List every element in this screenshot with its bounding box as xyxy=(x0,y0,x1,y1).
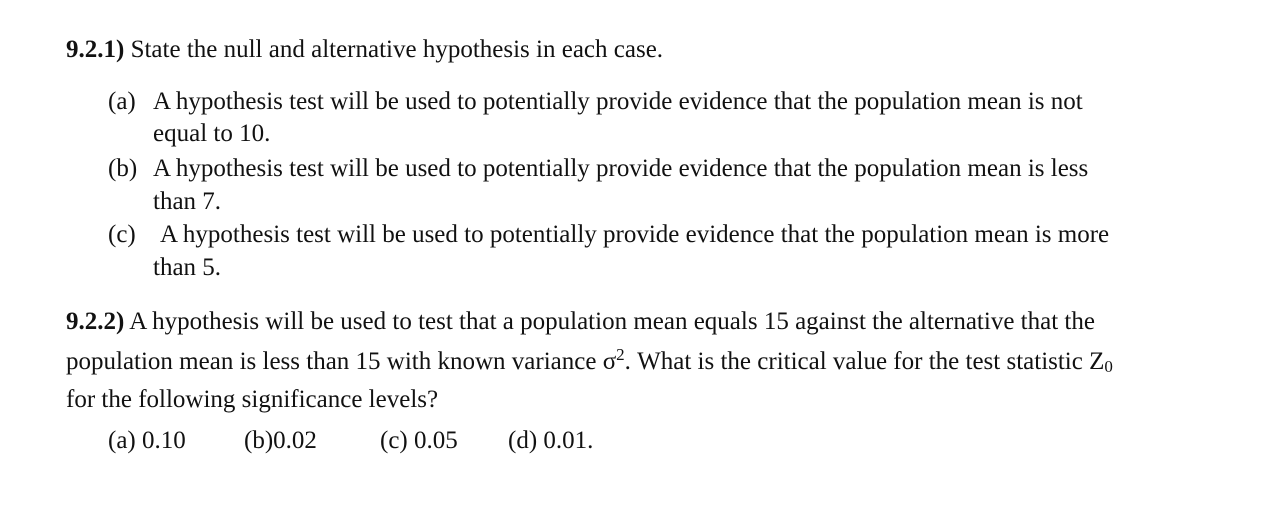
significance-choice-c xyxy=(380,424,458,458)
variance-superscript: 2 xyxy=(616,345,625,364)
part-text-line-1: A hypothesis test will be used to potentially provide evidence that the population mean is more xyxy=(160,221,1110,248)
question-9-2-2-line-1 xyxy=(66,305,1216,338)
part-text-line-1: A hypothesis test will be used to potentially provide evidence that the population mean is not xyxy=(153,88,1083,115)
significance-choice-a xyxy=(108,424,186,458)
choice-value: 0.02 xyxy=(273,427,317,454)
choice-value: 0.05 xyxy=(414,427,458,454)
question-9-2-2-line-3: for the following significance levels? xyxy=(66,386,439,413)
part-text-line-2: equal to 10. xyxy=(153,120,271,147)
question-text-mid: . What is the critical value for the test statistic Z xyxy=(624,348,1105,375)
question-9-2-2-line-2 xyxy=(66,338,1216,383)
question-prompt: State the null and alternative hypothesis in each case. xyxy=(130,36,664,63)
part-text-line-2: than 7. xyxy=(153,188,222,215)
question-number: 9.2.2) xyxy=(66,308,125,335)
question-number: 9.2.1) xyxy=(66,36,125,63)
choice-label: (a) xyxy=(108,427,136,454)
part-label: (a) xyxy=(108,88,136,115)
choice-label: (b) xyxy=(244,427,274,454)
choice-label: (c) xyxy=(380,427,408,454)
significance-choice-b xyxy=(244,424,317,458)
part-text-line-2: than 5. xyxy=(153,254,222,281)
question-text: A hypothesis will be used to test that a population mean equals 15 against the alternative that the xyxy=(129,308,1095,335)
choice-value: 0.01. xyxy=(543,427,594,454)
significance-choice-d xyxy=(508,424,593,458)
choice-label: (d) xyxy=(508,427,538,454)
part-label: (c) xyxy=(108,221,136,248)
choice-value: 0.10 xyxy=(142,427,186,454)
question-text-pre: population mean is less than 15 with known variance σ xyxy=(66,348,617,375)
question-9-2-1-heading xyxy=(66,33,663,67)
question-9-2-2 xyxy=(66,305,1216,416)
part-label: (b) xyxy=(108,155,138,182)
part-text-line-1: A hypothesis test will be used to potentially provide evidence that the population mean is less xyxy=(153,155,1089,182)
statistic-subscript: 0 xyxy=(1104,357,1113,376)
